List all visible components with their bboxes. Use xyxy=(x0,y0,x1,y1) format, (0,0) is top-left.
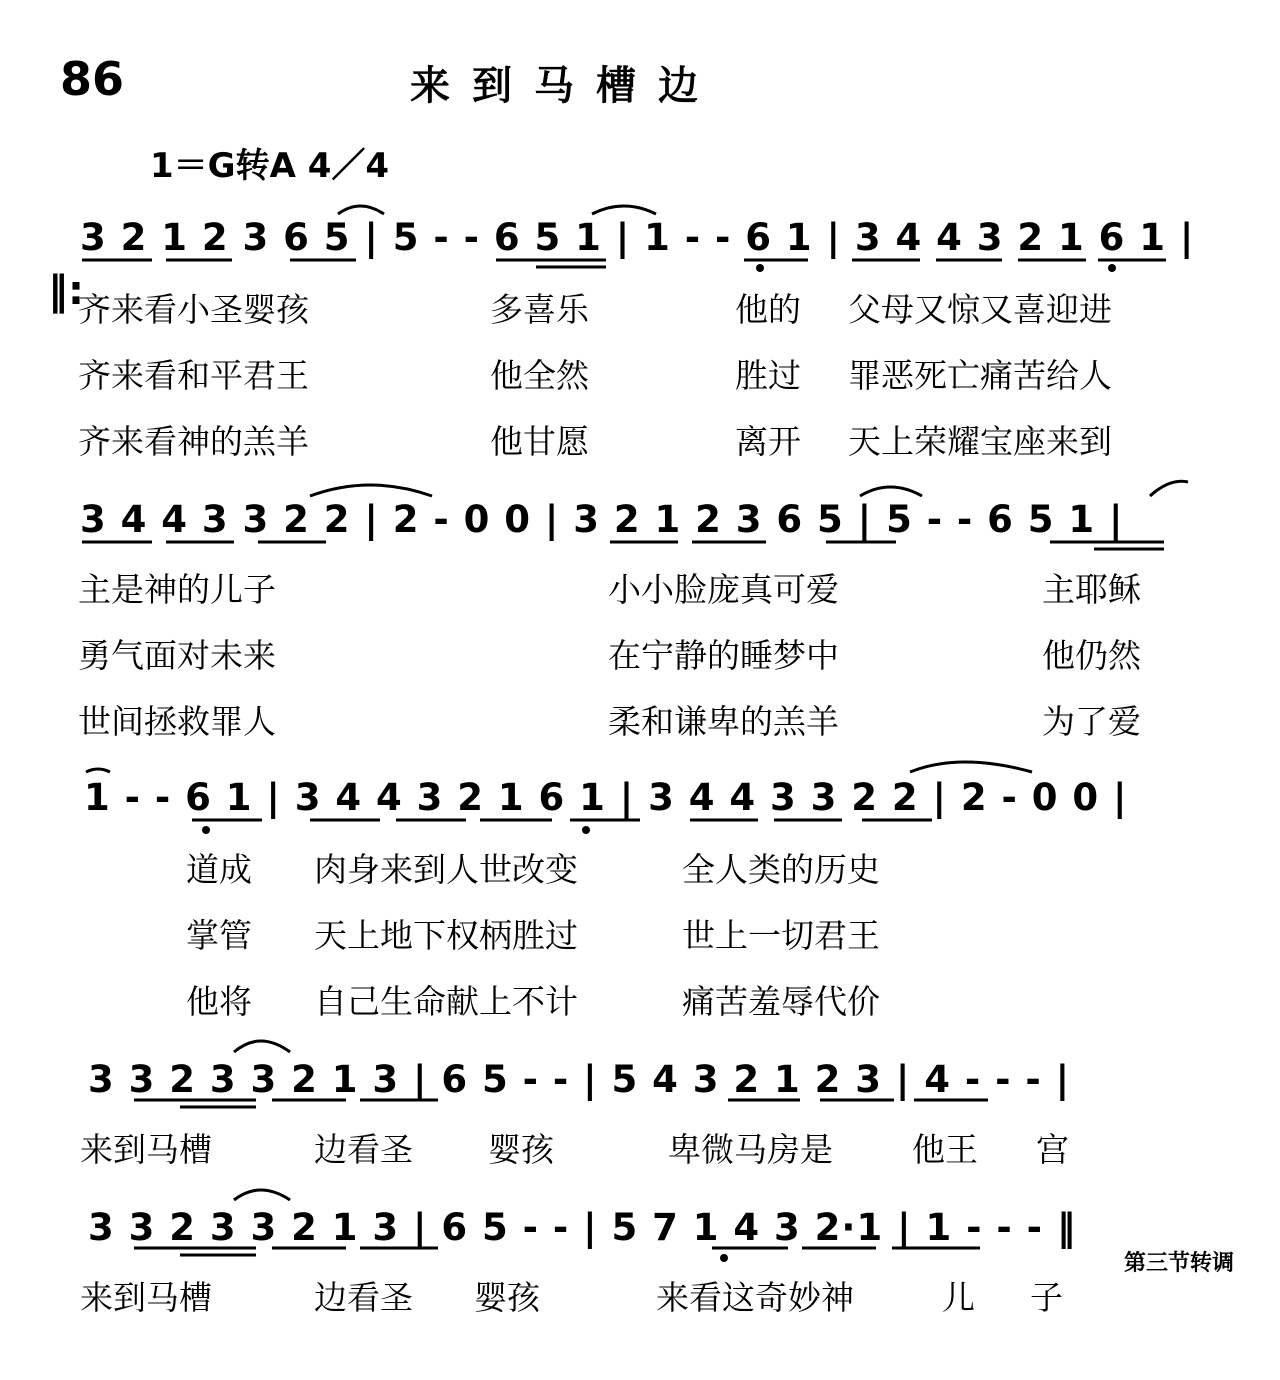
s4-l3: 婴孩 xyxy=(488,1130,554,1169)
s1-v3-l3: 离开 xyxy=(735,422,801,461)
s5-l1: 来到马槽 xyxy=(80,1278,212,1317)
s1-v1-l1: 齐来看小圣婴孩 xyxy=(78,290,309,329)
system-5-notes: 3 3 2 3 3 2 1 3 | 6 5 - - | 5 7 1 4 3 2·1 | 1 - - - ‖ xyxy=(88,1206,1077,1249)
s2-v3-l1: 世间拯救罪人 xyxy=(78,702,276,741)
low-octave-dot xyxy=(202,826,210,834)
s2-v3-l2: 柔和谦卑的羔羊 xyxy=(608,702,839,741)
low-octave-dot xyxy=(582,826,590,834)
low-octave-dot xyxy=(756,264,764,272)
slur-mark xyxy=(234,1190,290,1200)
s1-v2-l4: 罪恶死亡痛苦给人 xyxy=(848,356,1112,395)
system-2-notes: 3 4 4 3 3 2 2 | 2 - 0 0 | 3 2 1 2 3 6 5 | 5 - - 6 5 1 | xyxy=(80,498,1124,541)
s3-v2-l1: 掌管 xyxy=(186,916,252,955)
s1-v2-l1: 齐来看和平君王 xyxy=(78,356,309,395)
slur-mark xyxy=(860,487,922,496)
s4-l1: 来到马槽 xyxy=(80,1130,212,1169)
system-4-notes: 3 3 2 3 3 2 1 3 | 6 5 - - | 5 4 3 2 1 2 3 | 4 - - - | xyxy=(88,1058,1071,1101)
slur-mark xyxy=(910,762,1032,772)
low-octave-dot xyxy=(1108,264,1116,272)
s2-v2-l1: 勇气面对未来 xyxy=(78,636,276,675)
repeat-start-sign: ‖: xyxy=(48,268,84,314)
s3-v1-l2: 肉身来到人世改变 xyxy=(314,850,578,889)
slur-mark xyxy=(234,1041,290,1052)
s2-v2-l2: 在宁静的睡梦中 xyxy=(608,636,839,675)
s2-v1-l2: 小小脸庞真可爱 xyxy=(608,570,839,609)
slur-mark xyxy=(310,485,432,496)
s4-l2: 边看圣 xyxy=(314,1130,413,1169)
s4-l6: 宫 xyxy=(1036,1130,1069,1169)
s4-l4: 卑微马房是 xyxy=(668,1130,833,1169)
s1-v1-l3: 他的 xyxy=(735,290,801,329)
slur-mark xyxy=(1150,481,1188,496)
s3-v3-l1: 他将 xyxy=(186,982,252,1021)
s4-l5: 他王 xyxy=(912,1130,978,1169)
s2-v3-l3: 为了爱 xyxy=(1042,702,1141,741)
s5-l5: 儿 xyxy=(942,1278,975,1317)
s3-v1-l1: 道成 xyxy=(186,850,252,889)
s5-l4: 来看这奇妙神 xyxy=(656,1278,854,1317)
system-1-notes: 3 2 1 2 3 6 5 | 5 - - 6 5 1 | 1 - - 6 1 | 3 4 4 3 2 1 6 1 | xyxy=(80,216,1195,259)
key-signature: 1＝G转A 4／4 xyxy=(150,146,390,186)
s3-v3-l2: 自己生命献上不计 xyxy=(314,982,578,1021)
s1-v3-l4: 天上荣耀宝座来到 xyxy=(848,422,1112,461)
s1-v3-l1: 齐来看神的羔羊 xyxy=(78,422,309,461)
s1-v3-l2: 他甘愿 xyxy=(490,422,589,461)
s2-v1-l3: 主耶稣 xyxy=(1042,570,1141,609)
low-octave-dot xyxy=(720,1254,728,1262)
slur-mark xyxy=(592,206,656,214)
s2-v2-l3: 他仍然 xyxy=(1042,636,1141,675)
s3-v1-l3: 全人类的历史 xyxy=(682,850,880,889)
slur-mark xyxy=(338,206,384,214)
s1-v2-l2: 他全然 xyxy=(490,356,589,395)
modulation-footnote: 第三节转调 xyxy=(1123,1251,1234,1276)
s5-l6: 子 xyxy=(1030,1278,1063,1317)
s1-v1-l2: 多喜乐 xyxy=(490,290,589,329)
slur-mark xyxy=(86,769,110,772)
song-title: 来到马槽边 xyxy=(410,63,720,109)
s3-v2-l3: 世上一切君王 xyxy=(682,916,880,955)
s5-l2: 边看圣 xyxy=(314,1278,413,1317)
s2-v1-l1: 主是神的儿子 xyxy=(78,570,276,609)
s1-v2-l3: 胜过 xyxy=(735,356,801,395)
page-number: 86 xyxy=(60,52,125,106)
s3-v2-l2: 天上地下权柄胜过 xyxy=(314,916,578,955)
system-3-notes: 1 - - 6 1 | 3 4 4 3 2 1 6 1 | 3 4 4 3 3 2 2 | 2 - 0 0 | xyxy=(84,776,1128,819)
s3-v3-l3: 痛苦羞辱代价 xyxy=(682,982,880,1021)
s5-l3: 婴孩 xyxy=(474,1278,540,1317)
s1-v1-l4: 父母又惊又喜迎进 xyxy=(848,290,1112,329)
